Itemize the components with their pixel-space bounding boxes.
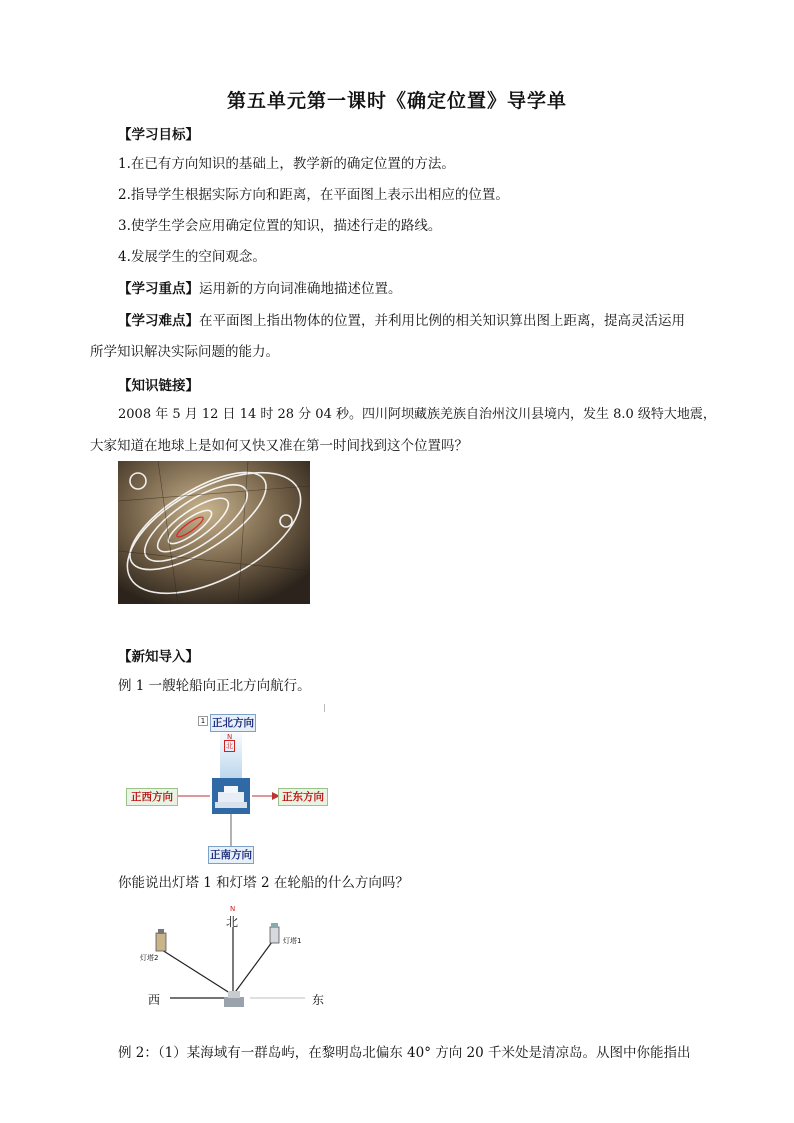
- small-index-label: 1: [198, 716, 208, 726]
- lighthouse-north: 北: [226, 915, 239, 929]
- north-label: 正北方向: [210, 714, 256, 732]
- bei-marker: 北: [226, 742, 233, 750]
- keypoint-header: 【学习重点】: [118, 281, 199, 297]
- east-label: 正东方向: [278, 788, 328, 806]
- tower-2-label: 灯塔2: [140, 954, 159, 962]
- question-line: 你能说出灯塔 1 和灯塔 2 在轮船的什么方向吗？: [118, 875, 409, 891]
- lighthouse-diagram: [140, 905, 350, 1020]
- link-header: 【知识链接】: [118, 378, 199, 394]
- link-line-2: 大家知道在地球上是如何又快又准在第一时间找到这个位置吗？: [90, 438, 468, 454]
- difficulty-line-2: 所学知识解决实际问题的能力。: [90, 344, 279, 360]
- example-1: 例 1 一艘轮船向正北方向航行。: [118, 678, 311, 694]
- compass-diagram: [120, 700, 330, 865]
- goal-item-3: 3.使学生学会应用确定位置的知识，描述行走的路线。: [118, 218, 442, 234]
- goal-item-4: 4.发展学生的空间观念。: [118, 249, 266, 265]
- lighthouse-n-letter: N: [230, 905, 236, 913]
- goals-header: 【学习目标】: [118, 127, 199, 143]
- earthquake-map-photo: [118, 461, 310, 604]
- lighthouse-west: 西: [148, 993, 161, 1007]
- page-title: 第五单元第一课时《确定位置》导学单: [226, 90, 567, 112]
- difficulty-text-1: 在平面图上指出物体的位置，并利用比例的相关知识算出图上距离，提高灵活运用: [199, 313, 685, 329]
- keypoint-text: 运用新的方向词准确地描述位置。: [199, 281, 402, 297]
- tower-1-label: 灯塔1: [283, 937, 302, 945]
- goal-item-2: 2.指导学生根据实际方向和距离，在平面图上表示出相应的位置。: [118, 187, 509, 203]
- difficulty-line-1: [118, 311, 685, 331]
- n-letter: N: [227, 733, 233, 741]
- example-2: 例 2：（1）某海域有一群岛屿，在黎明岛北偏东 40° 方向 20 千米处是清凉岛。从图中你能指出: [118, 1045, 691, 1061]
- intro-header: 【新知导入】: [118, 649, 199, 665]
- lighthouse-east: 东: [312, 993, 325, 1007]
- difficulty-header: 【学习难点】: [118, 313, 199, 329]
- keypoint-line: [118, 279, 402, 299]
- link-line-1: 2008 年 5 月 12 日 14 时 28 分 04 秒。四川阿坝藏族羌族自治州汶川县境内，发生 8.0 级特大地震，: [118, 407, 716, 422]
- goal-item-1: 1.在已有方向知识的基础上，教学新的确定位置的方法。: [118, 156, 455, 172]
- ship-icon: [220, 781, 242, 789]
- west-label: 正西方向: [126, 788, 178, 806]
- south-label: 正南方向: [208, 846, 254, 864]
